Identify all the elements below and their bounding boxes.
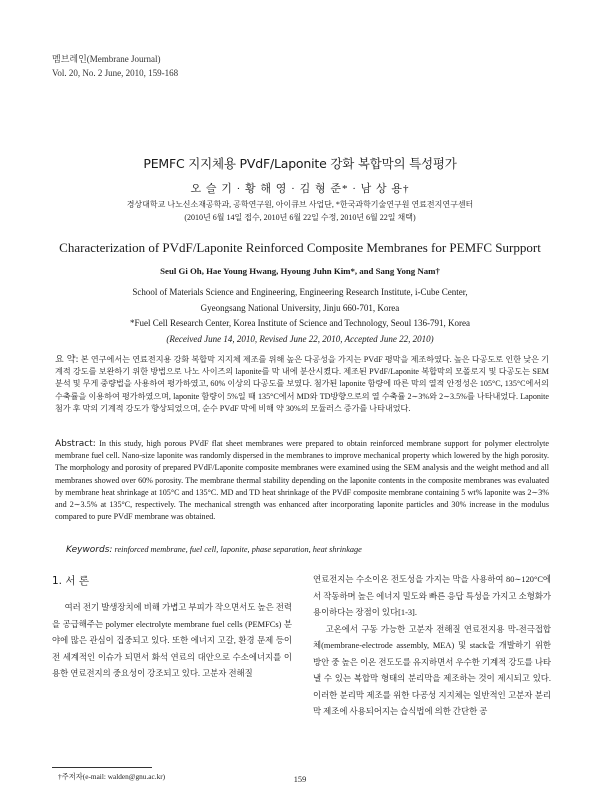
- section-heading-introduction: 1. 서 론: [52, 575, 89, 587]
- abstract-korean: [55, 354, 549, 415]
- affiliation-english-line3: *Fuel Cell Research Center, Korea Institute of Science and Technology, Seoul 136-791, Korea: [130, 318, 470, 328]
- authors-korean: 오 슬 기 · 황 해 영 · 김 형 준* · 남 상 용†: [190, 183, 410, 195]
- footnote-divider: [52, 767, 152, 768]
- affiliation-korean: [0, 198, 600, 224]
- abstract-korean-text: 본 연구에서는 연료전지용 강화 복합막 지지체 제조를 위해 높은 다공성을 가지는 PVdF 평막을 제조하였다. 높은 다공도로 인한 낮은 기계적 강도를 보완하기 위한 방법으로 나노 사이즈의 laponite를 막 내에 분산시켰다. 제조된 PVdF/Laponite 복합막의 모폴로지 및 다공도는 SEM 분석 및 무게 중량법을 사용하여 평가하였고, 60% 이상의 다공도를 보였다. 첨가된 laponite 함량에 따른 막의 열적 안정성은 105°C, 135°C에서의 수축률을 이용하여 평가하였으며, laponite 함량이 5%일 때 135°C에서 MD와 TD방향으로의 열 수축률 2∼3%와 2∼3.5%를 나타내었다. Laponite 첨가 후 막의 기계적 강도가 향상되었으며, 순수 PVdF 막에 비해 약 30%의 모듈러스 증가를 나타내었다.: [55, 355, 549, 413]
- title-english: Characterization of PVdF/Laponite Reinforced Composite Membranes for PEMFC Surpport: [59, 240, 541, 255]
- intro-paragraph-1-cont: 연료전지는 수소이온 전도성을 가지는 막을 사용하여 80∼120°C에서 작동하며 높은 에너지 밀도와 빠른 응답 특성을 가지고 소형화가 용이하다는 장점이 있다[1-3].: [313, 575, 551, 617]
- affiliation-english-line1: School of Materials Science and Engineering, Engineering Research Institute, i-Cube Center,: [132, 287, 468, 297]
- footnote: †주저자(e-mail: walden@gnu.ac.kr): [58, 772, 166, 781]
- authors-english: Seul Gi Oh, Hae Young Hwang, Hyoung Juhn Kim*, and Sang Yong Nam†: [160, 266, 440, 276]
- title-korean: PEMFC 지지체용 PVdF/Laponite 강화 복합막의 특성평가: [143, 156, 457, 171]
- affiliation-korean-line1: 경상대학교 나노신소재공학과, 공학연구원, 아이큐브 사업단, *한국과학기술연구원 연료전지연구센터: [126, 200, 474, 209]
- intro-paragraph-2: 고온에서 구동 가능한 고분자 전해질 연료전지용 막-전극접합체(membrane-electrode assembly, MEA) 및 stack을 개발하기 위한 방안 중 높은 이온 전도도를 유지하면서 우수한 기계적 강도를 나타낼 수 있는 복합막 형태의 분리막을 제조하는 것이 제시되고 있다. 이러한 분리막 제조를 위한 다공성 지지체는 일반적인 고분자 분리막 제조에 사용되어지는 습식법에 의한 간단한 공: [313, 624, 551, 716]
- journal-issue: Vol. 20, No. 2 June, 2010, 159-168: [52, 68, 179, 78]
- affiliation-english-line2: Gyeongsang National University, Jinju 660-701, Korea: [200, 302, 400, 313]
- keywords-text: reinforced membrane, fuel cell, laponite, phase separation, heat shrinkage: [114, 545, 362, 554]
- abstract-english-label: Abstract:: [55, 439, 96, 449]
- keywords-label: Keywords:: [66, 545, 113, 555]
- intro-paragraph-1: 여러 전기 발생장치에 비해 가볍고 부피가 작으면서도 높은 전력을 공급해주는 polymer electrolyte membrane fuel cells (PEMFCs) 분야에 많은 관심이 집중되고 있다. 또한 에너지 고갈, 환경 문제 등이 전 세계적인 이슈가 되면서 화석 연료의 대안으로 수소에너지를 이용한 연료전지의 중요성이 강조되고 있다. 고분자 전해질: [52, 603, 292, 678]
- received-dates-english: (Received June 14, 2010, Revised June 22, 2010, Accepted June 22, 2010): [166, 333, 434, 344]
- affiliation-english: [0, 285, 600, 347]
- abstract-korean-label: 요 약:: [55, 355, 79, 365]
- journal-header: [52, 52, 178, 80]
- body-column-right: [313, 572, 551, 721]
- abstract-english: [55, 438, 549, 523]
- journal-name: 멤브레인(Membrane Journal): [52, 54, 161, 64]
- received-dates-korean: (2010년 6월 14일 접수, 2010년 6월 22일 수정, 2010년 6월 22일 채택): [184, 213, 416, 222]
- body-column-left: [52, 572, 292, 683]
- abstract-english-text: In this study, high porous PVdF flat sheet membranes were prepared to obtain reinforced membrane support for polymer electrolyte membrane fuel cell. Nano-size laponite was randomly dispersed in the membranes to improve mechanical property which lowered by the high porosity. The morphology and porosity of prepared PVdF/Laponite composite membranes were examined using the SEM analysis and the weight method and all membranes showed over 60% porosity. The membrane thermal stability depending on the laponite contents in the composite membranes was evaluated by membrane heat shrinkage at 105°C and 135°C. MD and TD heat shrinkage of the PVdF composite membrane containing 5 wt% laponite was 2∼3% and 2∼3.5% at 135°C, respectively. The mechanical strength was enhanced after incorporating laponite particles and 30% increase in the modulus compared to pure PVdF membrane was obtained.: [55, 439, 549, 522]
- keywords: [66, 545, 362, 555]
- page-number: 159: [293, 775, 307, 784]
